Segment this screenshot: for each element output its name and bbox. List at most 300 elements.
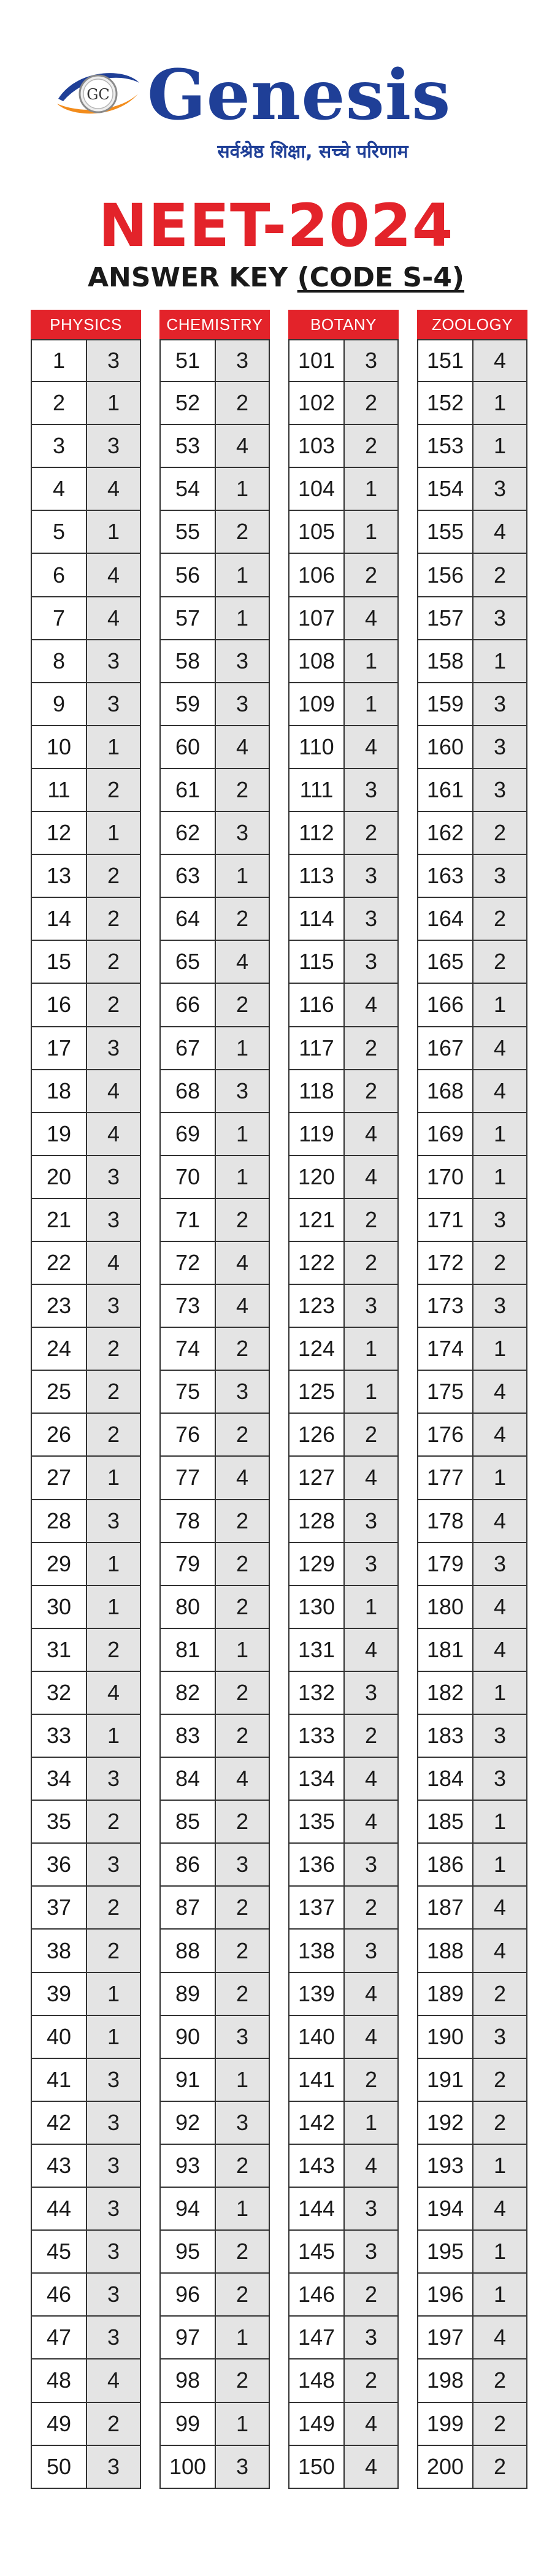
table-row bbox=[32, 1715, 140, 1758]
question-number: 68 bbox=[161, 1070, 216, 1112]
question-number: 64 bbox=[161, 898, 216, 940]
column-botany bbox=[288, 310, 399, 2489]
answer-option: 3 bbox=[87, 1844, 140, 1885]
table-row bbox=[289, 1457, 397, 1500]
table-row bbox=[289, 339, 397, 382]
question-number: 189 bbox=[418, 1973, 473, 2015]
table-row bbox=[161, 1930, 269, 1972]
question-number: 40 bbox=[32, 2016, 87, 2058]
table-row bbox=[418, 425, 526, 468]
answer-option: 2 bbox=[216, 2145, 269, 2187]
answer-option: 2 bbox=[473, 2359, 526, 2401]
answer-option: 4 bbox=[87, 2359, 140, 2401]
question-number: 86 bbox=[161, 1844, 216, 1885]
answer-option: 3 bbox=[473, 769, 526, 811]
answer-option: 2 bbox=[87, 1371, 140, 1413]
question-number: 103 bbox=[289, 425, 345, 467]
answer-option: 3 bbox=[216, 1371, 269, 1413]
question-number: 116 bbox=[289, 984, 345, 1025]
table-row bbox=[161, 1672, 269, 1715]
answer-option: 3 bbox=[345, 855, 397, 897]
answer-option: 1 bbox=[473, 1328, 526, 1370]
table-row bbox=[418, 769, 526, 812]
table-row bbox=[32, 1758, 140, 1801]
question-number: 151 bbox=[418, 340, 473, 381]
question-number: 93 bbox=[161, 2145, 216, 2187]
answer-option: 1 bbox=[216, 2188, 269, 2229]
question-number: 144 bbox=[289, 2188, 345, 2229]
question-number: 46 bbox=[32, 2274, 87, 2315]
column-heading: ZOOLOGY bbox=[417, 310, 527, 339]
question-number: 157 bbox=[418, 597, 473, 639]
question-number: 72 bbox=[161, 1242, 216, 1284]
answer-option: 3 bbox=[473, 855, 526, 897]
question-number: 107 bbox=[289, 597, 345, 639]
question-number: 126 bbox=[289, 1414, 345, 1455]
brand-tagline: सर्वश्रेष्ठ शिक्षा, सच्चे परिणाम bbox=[217, 141, 408, 163]
table-row bbox=[161, 382, 269, 425]
question-number: 182 bbox=[418, 1672, 473, 1714]
question-number: 177 bbox=[418, 1457, 473, 1498]
table-row bbox=[161, 1629, 269, 1672]
table-row bbox=[289, 726, 397, 769]
question-number: 20 bbox=[32, 1156, 87, 1198]
answer-option: 1 bbox=[473, 2274, 526, 2315]
answer-option: 1 bbox=[473, 1113, 526, 1155]
question-number: 181 bbox=[418, 1629, 473, 1671]
answer-option: 4 bbox=[87, 1242, 140, 1284]
answer-option: 2 bbox=[216, 1887, 269, 1928]
question-number: 108 bbox=[289, 640, 345, 682]
answer-option: 1 bbox=[216, 1629, 269, 1671]
logo-monogram: GC bbox=[86, 86, 110, 103]
answer-option: 1 bbox=[473, 2231, 526, 2272]
table-row bbox=[32, 1801, 140, 1844]
question-number: 112 bbox=[289, 812, 345, 854]
answer-option: 4 bbox=[473, 1629, 526, 1671]
table-row bbox=[418, 1156, 526, 1199]
answer-option: 4 bbox=[87, 554, 140, 596]
table-row bbox=[161, 984, 269, 1027]
table-row bbox=[32, 812, 140, 855]
question-number: 111 bbox=[289, 769, 345, 811]
question-number: 39 bbox=[32, 1973, 87, 2015]
answer-option: 1 bbox=[87, 2016, 140, 2058]
question-number: 136 bbox=[289, 1844, 345, 1885]
question-number: 141 bbox=[289, 2059, 345, 2101]
table-row bbox=[289, 1586, 397, 1629]
question-number: 70 bbox=[161, 1156, 216, 1198]
question-number: 154 bbox=[418, 468, 473, 510]
answer-option: 1 bbox=[87, 1543, 140, 1585]
table-row bbox=[161, 855, 269, 898]
question-number: 58 bbox=[161, 640, 216, 682]
table-row bbox=[418, 2317, 526, 2359]
question-number: 62 bbox=[161, 812, 216, 854]
table-row bbox=[32, 2317, 140, 2359]
question-number: 34 bbox=[32, 1758, 87, 1800]
table-row bbox=[418, 1414, 526, 1457]
question-number: 78 bbox=[161, 1500, 216, 1542]
answer-option: 2 bbox=[473, 554, 526, 596]
question-number: 123 bbox=[289, 1285, 345, 1327]
question-number: 77 bbox=[161, 1457, 216, 1498]
answer-option: 1 bbox=[216, 597, 269, 639]
question-number: 21 bbox=[32, 1199, 87, 1241]
table-row bbox=[161, 726, 269, 769]
answer-option: 2 bbox=[87, 1414, 140, 1455]
table-row bbox=[32, 1457, 140, 1500]
answer-option: 4 bbox=[345, 726, 397, 768]
table-row bbox=[418, 1070, 526, 1113]
question-number: 73 bbox=[161, 1285, 216, 1327]
question-number: 178 bbox=[418, 1500, 473, 1542]
answer-option: 4 bbox=[345, 1457, 397, 1498]
answer-option: 1 bbox=[216, 855, 269, 897]
question-number: 89 bbox=[161, 1973, 216, 2015]
answer-option: 4 bbox=[345, 1801, 397, 1842]
answer-option: 4 bbox=[87, 468, 140, 510]
question-number: 35 bbox=[32, 1801, 87, 1842]
table-row bbox=[418, 1242, 526, 1285]
answer-option: 2 bbox=[216, 1930, 269, 1971]
answer-option: 3 bbox=[345, 2231, 397, 2272]
answer-option: 1 bbox=[345, 1328, 397, 1370]
answer-option: 4 bbox=[216, 941, 269, 983]
table-row bbox=[418, 2016, 526, 2059]
table-row bbox=[418, 1715, 526, 1758]
question-number: 79 bbox=[161, 1543, 216, 1585]
answer-option: 1 bbox=[216, 1113, 269, 1155]
question-number: 102 bbox=[289, 382, 345, 424]
table-row bbox=[32, 1070, 140, 1113]
answer-option: 3 bbox=[87, 2231, 140, 2272]
table-row bbox=[418, 1586, 526, 1629]
answer-option: 2 bbox=[216, 1414, 269, 1455]
answer-option: 2 bbox=[345, 2274, 397, 2315]
table-row bbox=[161, 1801, 269, 1844]
table-row bbox=[418, 382, 526, 425]
answer-option: 3 bbox=[473, 1715, 526, 1757]
table-row bbox=[32, 984, 140, 1027]
question-number: 188 bbox=[418, 1930, 473, 1971]
answer-option: 1 bbox=[473, 1801, 526, 1842]
answer-option: 3 bbox=[216, 2446, 269, 2488]
question-number: 165 bbox=[418, 941, 473, 983]
question-number: 183 bbox=[418, 1715, 473, 1757]
answer-option: 3 bbox=[473, 683, 526, 725]
question-number: 14 bbox=[32, 898, 87, 940]
question-number: 173 bbox=[418, 1285, 473, 1327]
table-row bbox=[418, 1672, 526, 1715]
answer-option: 2 bbox=[345, 1715, 397, 1757]
table-row bbox=[418, 1973, 526, 2016]
question-number: 171 bbox=[418, 1199, 473, 1241]
answer-grid bbox=[31, 339, 141, 2489]
answer-option: 4 bbox=[473, 1500, 526, 1542]
question-number: 121 bbox=[289, 1199, 345, 1241]
question-number: 16 bbox=[32, 984, 87, 1025]
table-row bbox=[32, 1586, 140, 1629]
table-row bbox=[32, 2231, 140, 2274]
table-row bbox=[161, 1285, 269, 1328]
question-number: 4 bbox=[32, 468, 87, 510]
answer-option: 3 bbox=[216, 1070, 269, 1112]
answer-option: 3 bbox=[216, 640, 269, 682]
question-number: 3 bbox=[32, 425, 87, 467]
answer-option: 1 bbox=[345, 1371, 397, 1413]
table-row bbox=[289, 769, 397, 812]
table-row bbox=[32, 468, 140, 511]
question-number: 190 bbox=[418, 2016, 473, 2058]
table-row bbox=[418, 1844, 526, 1887]
question-number: 61 bbox=[161, 769, 216, 811]
table-row bbox=[289, 2188, 397, 2231]
answer-option: 3 bbox=[345, 1500, 397, 1542]
table-row bbox=[161, 2059, 269, 2102]
subtitle-prefix: ANSWER KEY bbox=[87, 262, 297, 293]
answer-option: 2 bbox=[216, 1586, 269, 1628]
table-row bbox=[289, 2274, 397, 2317]
answer-option: 1 bbox=[87, 1457, 140, 1498]
question-number: 167 bbox=[418, 1027, 473, 1069]
answer-option: 1 bbox=[345, 1586, 397, 1628]
question-number: 1 bbox=[32, 340, 87, 381]
answer-option: 2 bbox=[216, 2359, 269, 2401]
table-row bbox=[32, 339, 140, 382]
question-number: 80 bbox=[161, 1586, 216, 1628]
table-row bbox=[289, 1543, 397, 1586]
table-row bbox=[289, 382, 397, 425]
table-row bbox=[418, 2102, 526, 2145]
answer-option: 2 bbox=[216, 1543, 269, 1585]
question-number: 179 bbox=[418, 1543, 473, 1585]
answer-option: 1 bbox=[216, 1027, 269, 1069]
table-row bbox=[418, 2359, 526, 2402]
question-number: 55 bbox=[161, 511, 216, 553]
question-number: 186 bbox=[418, 1844, 473, 1885]
question-number: 109 bbox=[289, 683, 345, 725]
table-row bbox=[32, 1414, 140, 1457]
table-row bbox=[418, 1457, 526, 1500]
question-number: 133 bbox=[289, 1715, 345, 1757]
question-number: 172 bbox=[418, 1242, 473, 1284]
table-row bbox=[418, 1887, 526, 1930]
table-row bbox=[289, 1758, 397, 1801]
table-row bbox=[418, 898, 526, 941]
question-number: 198 bbox=[418, 2359, 473, 2401]
question-number: 85 bbox=[161, 1801, 216, 1842]
question-number: 117 bbox=[289, 1027, 345, 1069]
table-row bbox=[32, 1156, 140, 1199]
answer-option: 3 bbox=[473, 1285, 526, 1327]
question-number: 63 bbox=[161, 855, 216, 897]
question-number: 152 bbox=[418, 382, 473, 424]
table-row bbox=[289, 1156, 397, 1199]
answer-option: 3 bbox=[87, 640, 140, 682]
answer-option: 2 bbox=[216, 1328, 269, 1370]
table-row bbox=[161, 511, 269, 554]
table-row bbox=[161, 425, 269, 468]
question-number: 5 bbox=[32, 511, 87, 553]
table-row bbox=[32, 683, 140, 726]
answer-option: 3 bbox=[87, 1156, 140, 1198]
table-row bbox=[32, 511, 140, 554]
table-row bbox=[161, 898, 269, 941]
answer-option: 3 bbox=[87, 683, 140, 725]
answer-option: 3 bbox=[87, 2446, 140, 2488]
table-row bbox=[32, 2016, 140, 2059]
answer-option: 3 bbox=[87, 425, 140, 467]
answer-option: 3 bbox=[87, 1027, 140, 1069]
table-row bbox=[32, 1887, 140, 1930]
answer-option: 4 bbox=[87, 1070, 140, 1112]
table-row bbox=[289, 898, 397, 941]
answer-option: 2 bbox=[473, 941, 526, 983]
table-row bbox=[289, 1414, 397, 1457]
answer-option: 4 bbox=[345, 1629, 397, 1671]
answer-option: 2 bbox=[345, 1242, 397, 1284]
answer-option: 4 bbox=[473, 340, 526, 381]
question-number: 50 bbox=[32, 2446, 87, 2488]
answer-option: 2 bbox=[216, 769, 269, 811]
question-number: 174 bbox=[418, 1328, 473, 1370]
answer-option: 3 bbox=[473, 468, 526, 510]
answer-option: 1 bbox=[87, 1715, 140, 1757]
table-row bbox=[418, 1199, 526, 1242]
answer-option: 3 bbox=[87, 2145, 140, 2187]
table-row bbox=[32, 1973, 140, 2016]
answer-option: 2 bbox=[473, 812, 526, 854]
question-number: 113 bbox=[289, 855, 345, 897]
question-number: 88 bbox=[161, 1930, 216, 1971]
question-number: 175 bbox=[418, 1371, 473, 1413]
answer-option: 2 bbox=[216, 1672, 269, 1714]
question-number: 65 bbox=[161, 941, 216, 983]
table-row bbox=[289, 2231, 397, 2274]
table-row bbox=[289, 1930, 397, 1972]
answer-option: 4 bbox=[473, 1070, 526, 1112]
answer-option: 4 bbox=[216, 1242, 269, 1284]
question-number: 52 bbox=[161, 382, 216, 424]
question-number: 145 bbox=[289, 2231, 345, 2272]
answer-option: 2 bbox=[345, 382, 397, 424]
answer-option: 4 bbox=[473, 1371, 526, 1413]
table-row bbox=[161, 2446, 269, 2489]
table-row bbox=[418, 468, 526, 511]
answer-option: 3 bbox=[473, 726, 526, 768]
column-physics bbox=[31, 310, 141, 2489]
question-number: 12 bbox=[32, 812, 87, 854]
answer-option: 1 bbox=[216, 1156, 269, 1198]
table-row bbox=[161, 1887, 269, 1930]
question-number: 74 bbox=[161, 1328, 216, 1370]
answer-grid bbox=[159, 339, 270, 2489]
table-row bbox=[418, 554, 526, 597]
answer-option: 2 bbox=[473, 1973, 526, 2015]
table-row bbox=[32, 941, 140, 984]
table-row bbox=[161, 1844, 269, 1887]
question-number: 100 bbox=[161, 2446, 216, 2488]
answer-option: 1 bbox=[473, 640, 526, 682]
question-number: 43 bbox=[32, 2145, 87, 2187]
table-row bbox=[418, 984, 526, 1027]
question-number: 164 bbox=[418, 898, 473, 940]
answer-option: 3 bbox=[216, 2016, 269, 2058]
table-row bbox=[161, 2188, 269, 2231]
table-row bbox=[161, 339, 269, 382]
answer-option: 2 bbox=[216, 511, 269, 553]
table-row bbox=[289, 1500, 397, 1543]
question-number: 59 bbox=[161, 683, 216, 725]
answer-option: 2 bbox=[345, 1027, 397, 1069]
table-row bbox=[32, 1199, 140, 1242]
table-row bbox=[161, 2403, 269, 2446]
table-row bbox=[161, 1156, 269, 1199]
table-row bbox=[32, 640, 140, 683]
answer-option: 2 bbox=[87, 1629, 140, 1671]
answer-option: 2 bbox=[345, 1414, 397, 1455]
globe-swoosh-icon bbox=[52, 58, 144, 126]
answer-option: 2 bbox=[345, 1070, 397, 1112]
question-number: 90 bbox=[161, 2016, 216, 2058]
answer-option: 4 bbox=[345, 1758, 397, 1800]
table-row bbox=[418, 2446, 526, 2489]
table-row bbox=[32, 1242, 140, 1285]
table-row bbox=[161, 640, 269, 683]
question-number: 199 bbox=[418, 2403, 473, 2445]
question-number: 42 bbox=[32, 2102, 87, 2144]
question-number: 106 bbox=[289, 554, 345, 596]
table-row bbox=[289, 640, 397, 683]
table-row bbox=[32, 855, 140, 898]
question-number: 98 bbox=[161, 2359, 216, 2401]
answer-option: 2 bbox=[345, 1887, 397, 1928]
answer-option: 2 bbox=[87, 2403, 140, 2445]
table-row bbox=[161, 1199, 269, 1242]
question-number: 150 bbox=[289, 2446, 345, 2488]
answer-option: 2 bbox=[87, 1930, 140, 1971]
table-row bbox=[32, 726, 140, 769]
question-number: 127 bbox=[289, 1457, 345, 1498]
answer-option: 1 bbox=[87, 511, 140, 553]
question-number: 118 bbox=[289, 1070, 345, 1112]
table-row bbox=[418, 511, 526, 554]
table-row bbox=[32, 425, 140, 468]
table-row bbox=[32, 1285, 140, 1328]
table-row bbox=[289, 1801, 397, 1844]
table-row bbox=[289, 1070, 397, 1113]
table-row bbox=[32, 1543, 140, 1586]
table-row bbox=[289, 1844, 397, 1887]
question-number: 87 bbox=[161, 1887, 216, 1928]
brand-name: Genesis bbox=[147, 55, 451, 136]
answer-option: 2 bbox=[345, 425, 397, 467]
table-row bbox=[418, 1328, 526, 1371]
answer-option: 2 bbox=[216, 1715, 269, 1757]
column-heading: CHEMISTRY bbox=[159, 310, 270, 339]
question-number: 18 bbox=[32, 1070, 87, 1112]
table-row bbox=[32, 2274, 140, 2317]
question-number: 142 bbox=[289, 2102, 345, 2144]
question-number: 81 bbox=[161, 1629, 216, 1671]
answer-option: 3 bbox=[87, 1758, 140, 1800]
table-row bbox=[32, 1027, 140, 1070]
question-number: 69 bbox=[161, 1113, 216, 1155]
table-row bbox=[289, 2403, 397, 2446]
question-number: 130 bbox=[289, 1586, 345, 1628]
answer-option: 3 bbox=[473, 597, 526, 639]
